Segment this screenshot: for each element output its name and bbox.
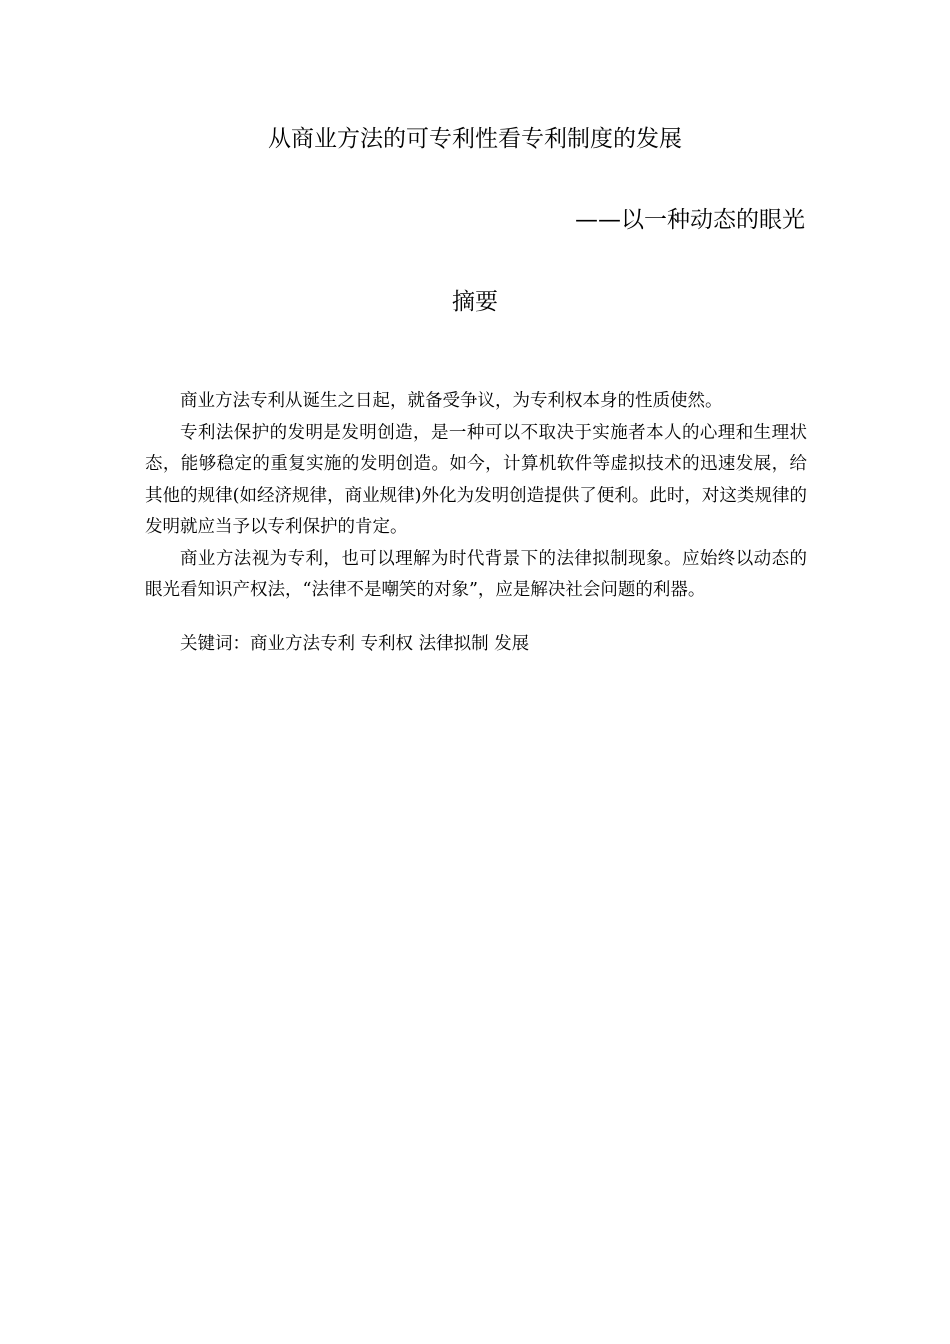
keywords-line: 关键词：商业方法专利 专利权 法律拟制 发展 bbox=[180, 634, 530, 654]
abstract-paragraph: 专利法保护的发明是发明创造，是一种可以不取决于实施者本人的心理和生理状态，能够稳定的重复实施的发明创造。如今，计算机软件等虚拟技术的迅速发展，给其他的规律(如经济规律，商业规律)外化为发明创造提供了便利。此时，对这类规律的发明就应当予以专利保护的肯定。 bbox=[145, 422, 807, 537]
abstract-paragraph: 商业方法专利从诞生之日起，就备受争议，为专利权本身的性质使然。 bbox=[180, 391, 723, 411]
abstract-body bbox=[145, 386, 807, 607]
document-title: 从商业方法的可专利性看专利制度的发展 bbox=[268, 126, 682, 152]
abstract-paragraph: 商业方法视为专利，也可以理解为时代背景下的法律拟制现象。应始终以动态的眼光看知识产权法，“法律不是嘲笑的对象”，应是解决社会问题的利器。 bbox=[145, 548, 807, 600]
abstract-heading: 摘要 bbox=[452, 289, 498, 315]
document-subtitle: ——以一种动态的眼光 bbox=[575, 207, 805, 233]
